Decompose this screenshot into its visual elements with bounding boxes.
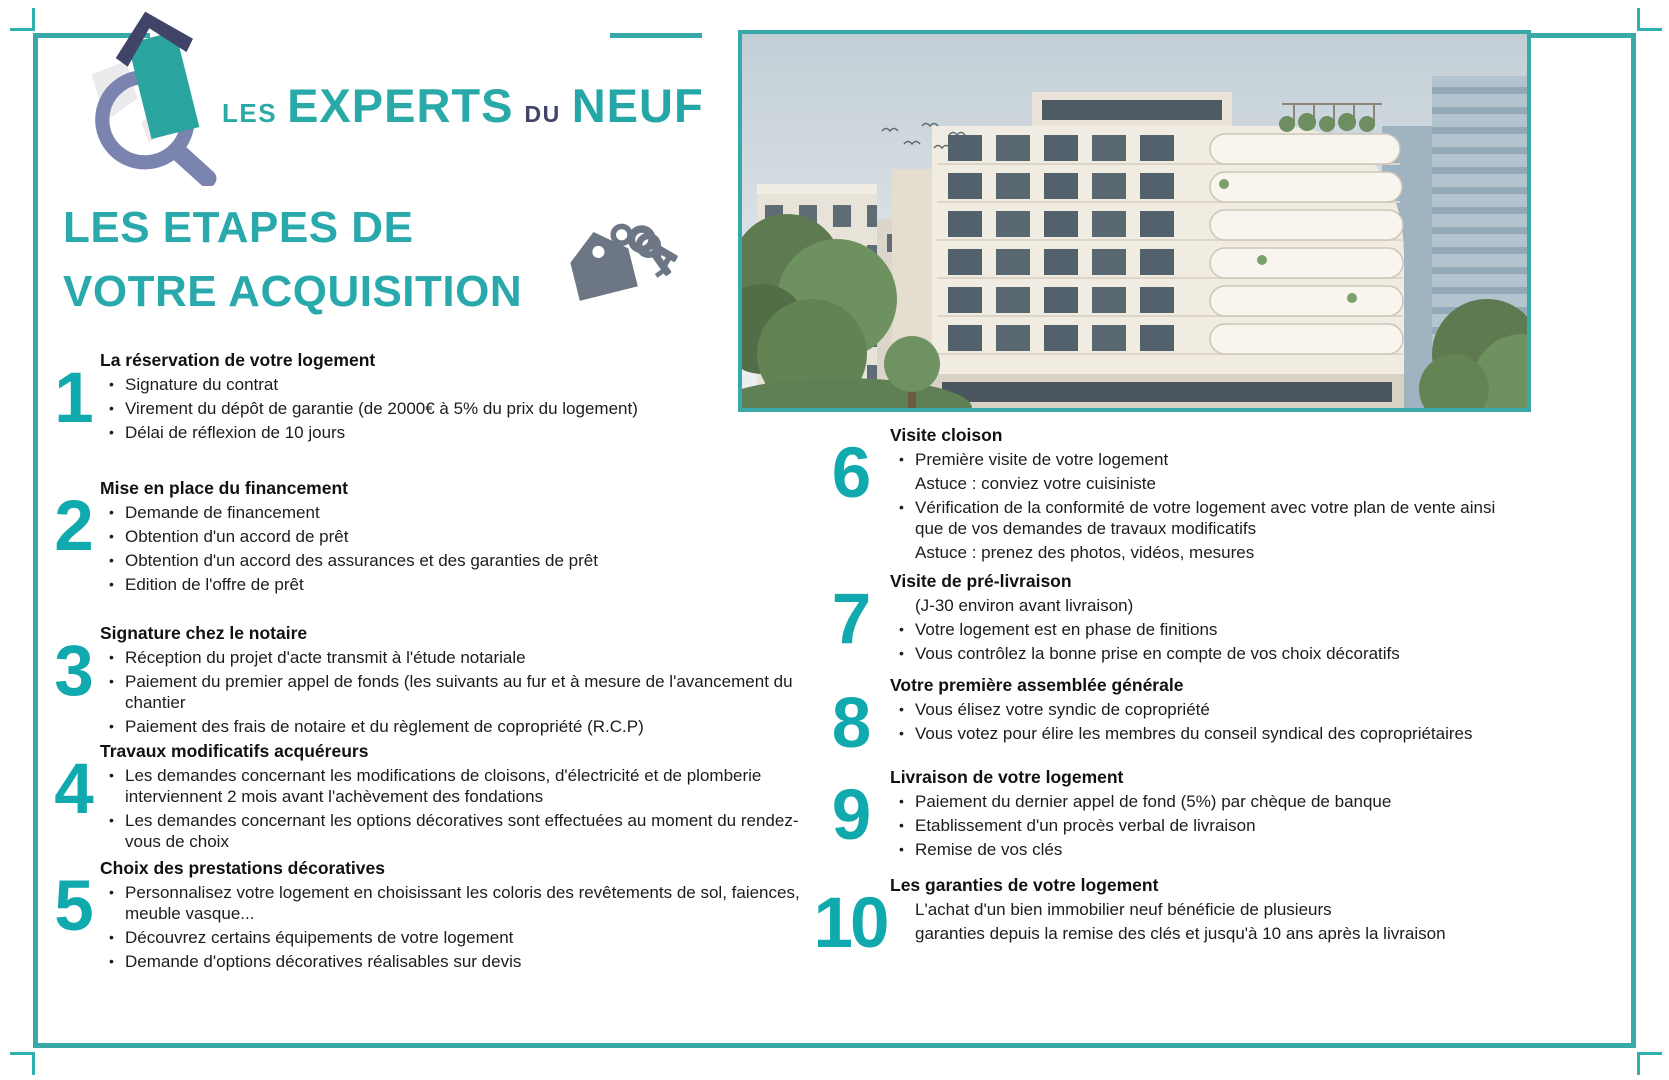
brand-experts: EXPERTS xyxy=(287,79,514,132)
step-number: 1 xyxy=(54,359,91,438)
item-text: Les demandes concernant les options décoratives sont effectuées au moment du rendez-vous de choix xyxy=(125,811,799,851)
item-text: Votre logement est en phase de finitions xyxy=(915,620,1218,639)
bullet-item xyxy=(890,723,1510,744)
item-text: Etablissement d'un procès verbal de livraison xyxy=(915,816,1256,835)
frame-top-segment-3 xyxy=(1528,33,1636,38)
bullet-dot: • xyxy=(899,701,904,717)
bullet-dot: • xyxy=(899,499,904,515)
bullet-dot: • xyxy=(109,400,114,416)
item-text: Les demandes concernant les modifications de cloisons, d'électricité et de plomberie interviennent 2 mois avant l'achèvement des fondations xyxy=(125,766,762,806)
step-title: Signature chez le notaire xyxy=(100,623,308,643)
corner-bracket-bottom-left xyxy=(10,1052,35,1075)
item-text: Demande de financement xyxy=(125,503,320,522)
item-text: Vous contrôlez la bonne prise en compte de vos choix décoratifs xyxy=(915,644,1400,663)
bullet-dot: • xyxy=(109,504,114,520)
step-number: 10 xyxy=(813,884,887,963)
bullet-item xyxy=(890,497,1510,539)
page-title-line2: VOTRE ACQUISITION xyxy=(63,267,523,316)
brand-neuf: NEUF xyxy=(571,79,704,132)
item-text: Vérification de la conformité de votre logement avec votre plan de vente ainsi que de vos demandes de travaux modificatifs xyxy=(915,498,1496,538)
step-items xyxy=(890,699,1510,744)
item-text: Vous votez pour élire les membres du conseil syndical des copropriétaires xyxy=(915,724,1473,743)
step-title: Travaux modificatifs acquéreurs xyxy=(100,741,369,761)
corner-bracket-top-left xyxy=(10,8,35,31)
step-title: Livraison de votre logement xyxy=(890,767,1124,787)
text-line xyxy=(890,595,1510,616)
bullet-item xyxy=(890,791,1510,812)
item-text: Edition de l'offre de prêt xyxy=(125,575,304,594)
step-title: Mise en place du financement xyxy=(100,478,348,498)
text-line xyxy=(890,542,1510,563)
bullet-dot: • xyxy=(899,451,904,467)
step-title: Votre première assemblée générale xyxy=(890,675,1184,695)
bullet-item xyxy=(100,951,807,972)
step-9 xyxy=(810,767,1510,863)
step-items xyxy=(890,595,1510,664)
text-line xyxy=(890,899,1510,920)
item-text: Première visite de votre logement xyxy=(915,450,1169,469)
bullet-dot: • xyxy=(109,673,114,689)
page-title xyxy=(63,196,522,324)
step-number: 8 xyxy=(831,684,869,763)
item-text: Obtention d'un accord des assurances et des garanties de prêt xyxy=(125,551,598,570)
item-text: (J-30 environ avant livraison) xyxy=(915,596,1134,615)
step-title: La réservation de votre logement xyxy=(100,350,376,370)
bullet-item xyxy=(890,839,1510,860)
step-number: 6 xyxy=(831,434,869,513)
item-text: Obtention d'un accord de prêt xyxy=(125,527,349,546)
bullet-item xyxy=(890,449,1510,470)
step-number: 3 xyxy=(54,632,91,711)
item-text: Astuce : conviez votre cuisiniste xyxy=(915,474,1156,493)
step-items xyxy=(100,882,807,972)
bullet-item xyxy=(890,619,1510,640)
bullet-dot: • xyxy=(109,576,114,592)
step-number: 9 xyxy=(831,776,869,855)
step-number: 2 xyxy=(54,487,91,566)
step-items xyxy=(890,449,1510,563)
building-illustration xyxy=(742,34,1527,408)
bullet-item xyxy=(890,699,1510,720)
step-number: 5 xyxy=(54,867,91,946)
step-number: 7 xyxy=(831,580,869,659)
step-2 xyxy=(45,478,807,598)
corner-bracket-top-right xyxy=(1637,8,1662,31)
brand-logo-text xyxy=(222,78,704,133)
bullet-item xyxy=(100,810,807,852)
bullet-item xyxy=(100,671,807,713)
bullet-dot: • xyxy=(109,953,114,969)
bullet-item xyxy=(100,927,807,948)
item-text: Signature du contrat xyxy=(125,375,279,394)
item-text: Astuce : prenez des photos, vidéos, mesures xyxy=(915,543,1255,562)
item-text: Délai de réflexion de 10 jours xyxy=(125,423,346,442)
bullet-dot: • xyxy=(109,767,114,783)
bullet-item xyxy=(100,882,807,924)
bullet-item xyxy=(890,643,1510,664)
step-title: Visite de pré-livraison xyxy=(890,571,1072,591)
bullet-dot: • xyxy=(109,552,114,568)
item-text: Remise de vos clés xyxy=(915,840,1063,859)
item-text: Personnalisez votre logement en choisissant les coloris des revêtements de sol, faiences, meuble vasque... xyxy=(125,883,800,923)
bullet-item xyxy=(100,765,807,807)
frame-left xyxy=(33,33,38,1048)
step-6 xyxy=(810,425,1510,566)
bullet-item xyxy=(100,574,807,595)
step-number: 4 xyxy=(54,750,91,829)
bullet-dot: • xyxy=(899,841,904,857)
step-title: Visite cloison xyxy=(890,425,1003,445)
bullet-item xyxy=(100,647,807,668)
frame-bottom xyxy=(33,1043,1636,1048)
frame-top-segment-2 xyxy=(610,33,702,38)
item-text: Paiement du premier appel de fonds (les suivants au fur et à mesure de l'avancement du chantier xyxy=(125,672,793,712)
text-line xyxy=(890,473,1510,494)
step-title: Choix des prestations décoratives xyxy=(100,858,385,878)
bullet-item xyxy=(100,550,807,571)
bullet-item xyxy=(890,815,1510,836)
brand-du: DU xyxy=(524,101,561,127)
house-magnifying-glass-icon xyxy=(85,6,220,186)
step-5 xyxy=(45,858,807,975)
step-title: Les garanties de votre logement xyxy=(890,875,1159,895)
bullet-dot: • xyxy=(109,376,114,392)
step-3 xyxy=(45,623,807,740)
bullet-dot: • xyxy=(899,645,904,661)
brand-les: LES xyxy=(222,98,278,128)
bullet-item xyxy=(100,422,807,443)
bullet-dot: • xyxy=(109,718,114,734)
item-text: garanties depuis la remise des clés et jusqu'à 10 ans après la livraison xyxy=(915,924,1446,943)
frame-right xyxy=(1631,33,1636,1048)
bullet-dot: • xyxy=(109,884,114,900)
bullet-item xyxy=(100,526,807,547)
step-4 xyxy=(45,741,807,855)
item-text: Découvrez certains équipements de votre logement xyxy=(125,928,514,947)
item-text: Réception du projet d'acte transmit à l'étude notariale xyxy=(125,648,526,667)
bullet-dot: • xyxy=(109,528,114,544)
bullet-item xyxy=(100,374,807,395)
bullet-item xyxy=(100,398,807,419)
item-text: Paiement du dernier appel de fond (5%) par chèque de banque xyxy=(915,792,1392,811)
item-text: Vous élisez votre syndic de copropriété xyxy=(915,700,1210,719)
step-items xyxy=(100,374,807,443)
bullet-dot: • xyxy=(899,793,904,809)
bullet-dot: • xyxy=(109,424,114,440)
step-10 xyxy=(810,875,1510,963)
step-1 xyxy=(45,350,807,446)
house-keys-icon xyxy=(556,218,678,302)
bullet-dot: • xyxy=(899,817,904,833)
bullet-dot: • xyxy=(109,929,114,945)
step-items xyxy=(100,647,807,737)
text-line xyxy=(890,923,1510,944)
step-items xyxy=(100,502,807,595)
item-text: L'achat d'un bien immobilier neuf bénéficie de plusieurs xyxy=(915,900,1332,919)
bullet-dot: • xyxy=(109,812,114,828)
step-items xyxy=(890,899,1510,944)
page-title-line1: LES ETAPES DE xyxy=(63,203,414,252)
step-items xyxy=(100,765,807,852)
bullet-dot: • xyxy=(899,725,904,741)
bullet-dot: • xyxy=(109,649,114,665)
item-text: Demande d'options décoratives réalisables sur devis xyxy=(125,952,522,971)
item-text: Virement du dépôt de garantie (de 2000€ à 5% du prix du logement) xyxy=(125,399,638,418)
bullet-item xyxy=(100,716,807,737)
step-7 xyxy=(810,571,1510,667)
building-photo xyxy=(738,30,1531,412)
item-text: Paiement des frais de notaire et du règlement de copropriété (R.C.P) xyxy=(125,717,644,736)
bullet-dot: • xyxy=(899,621,904,637)
step-8 xyxy=(810,675,1510,763)
step-items xyxy=(890,791,1510,860)
bullet-item xyxy=(100,502,807,523)
corner-bracket-bottom-right xyxy=(1637,1052,1662,1075)
